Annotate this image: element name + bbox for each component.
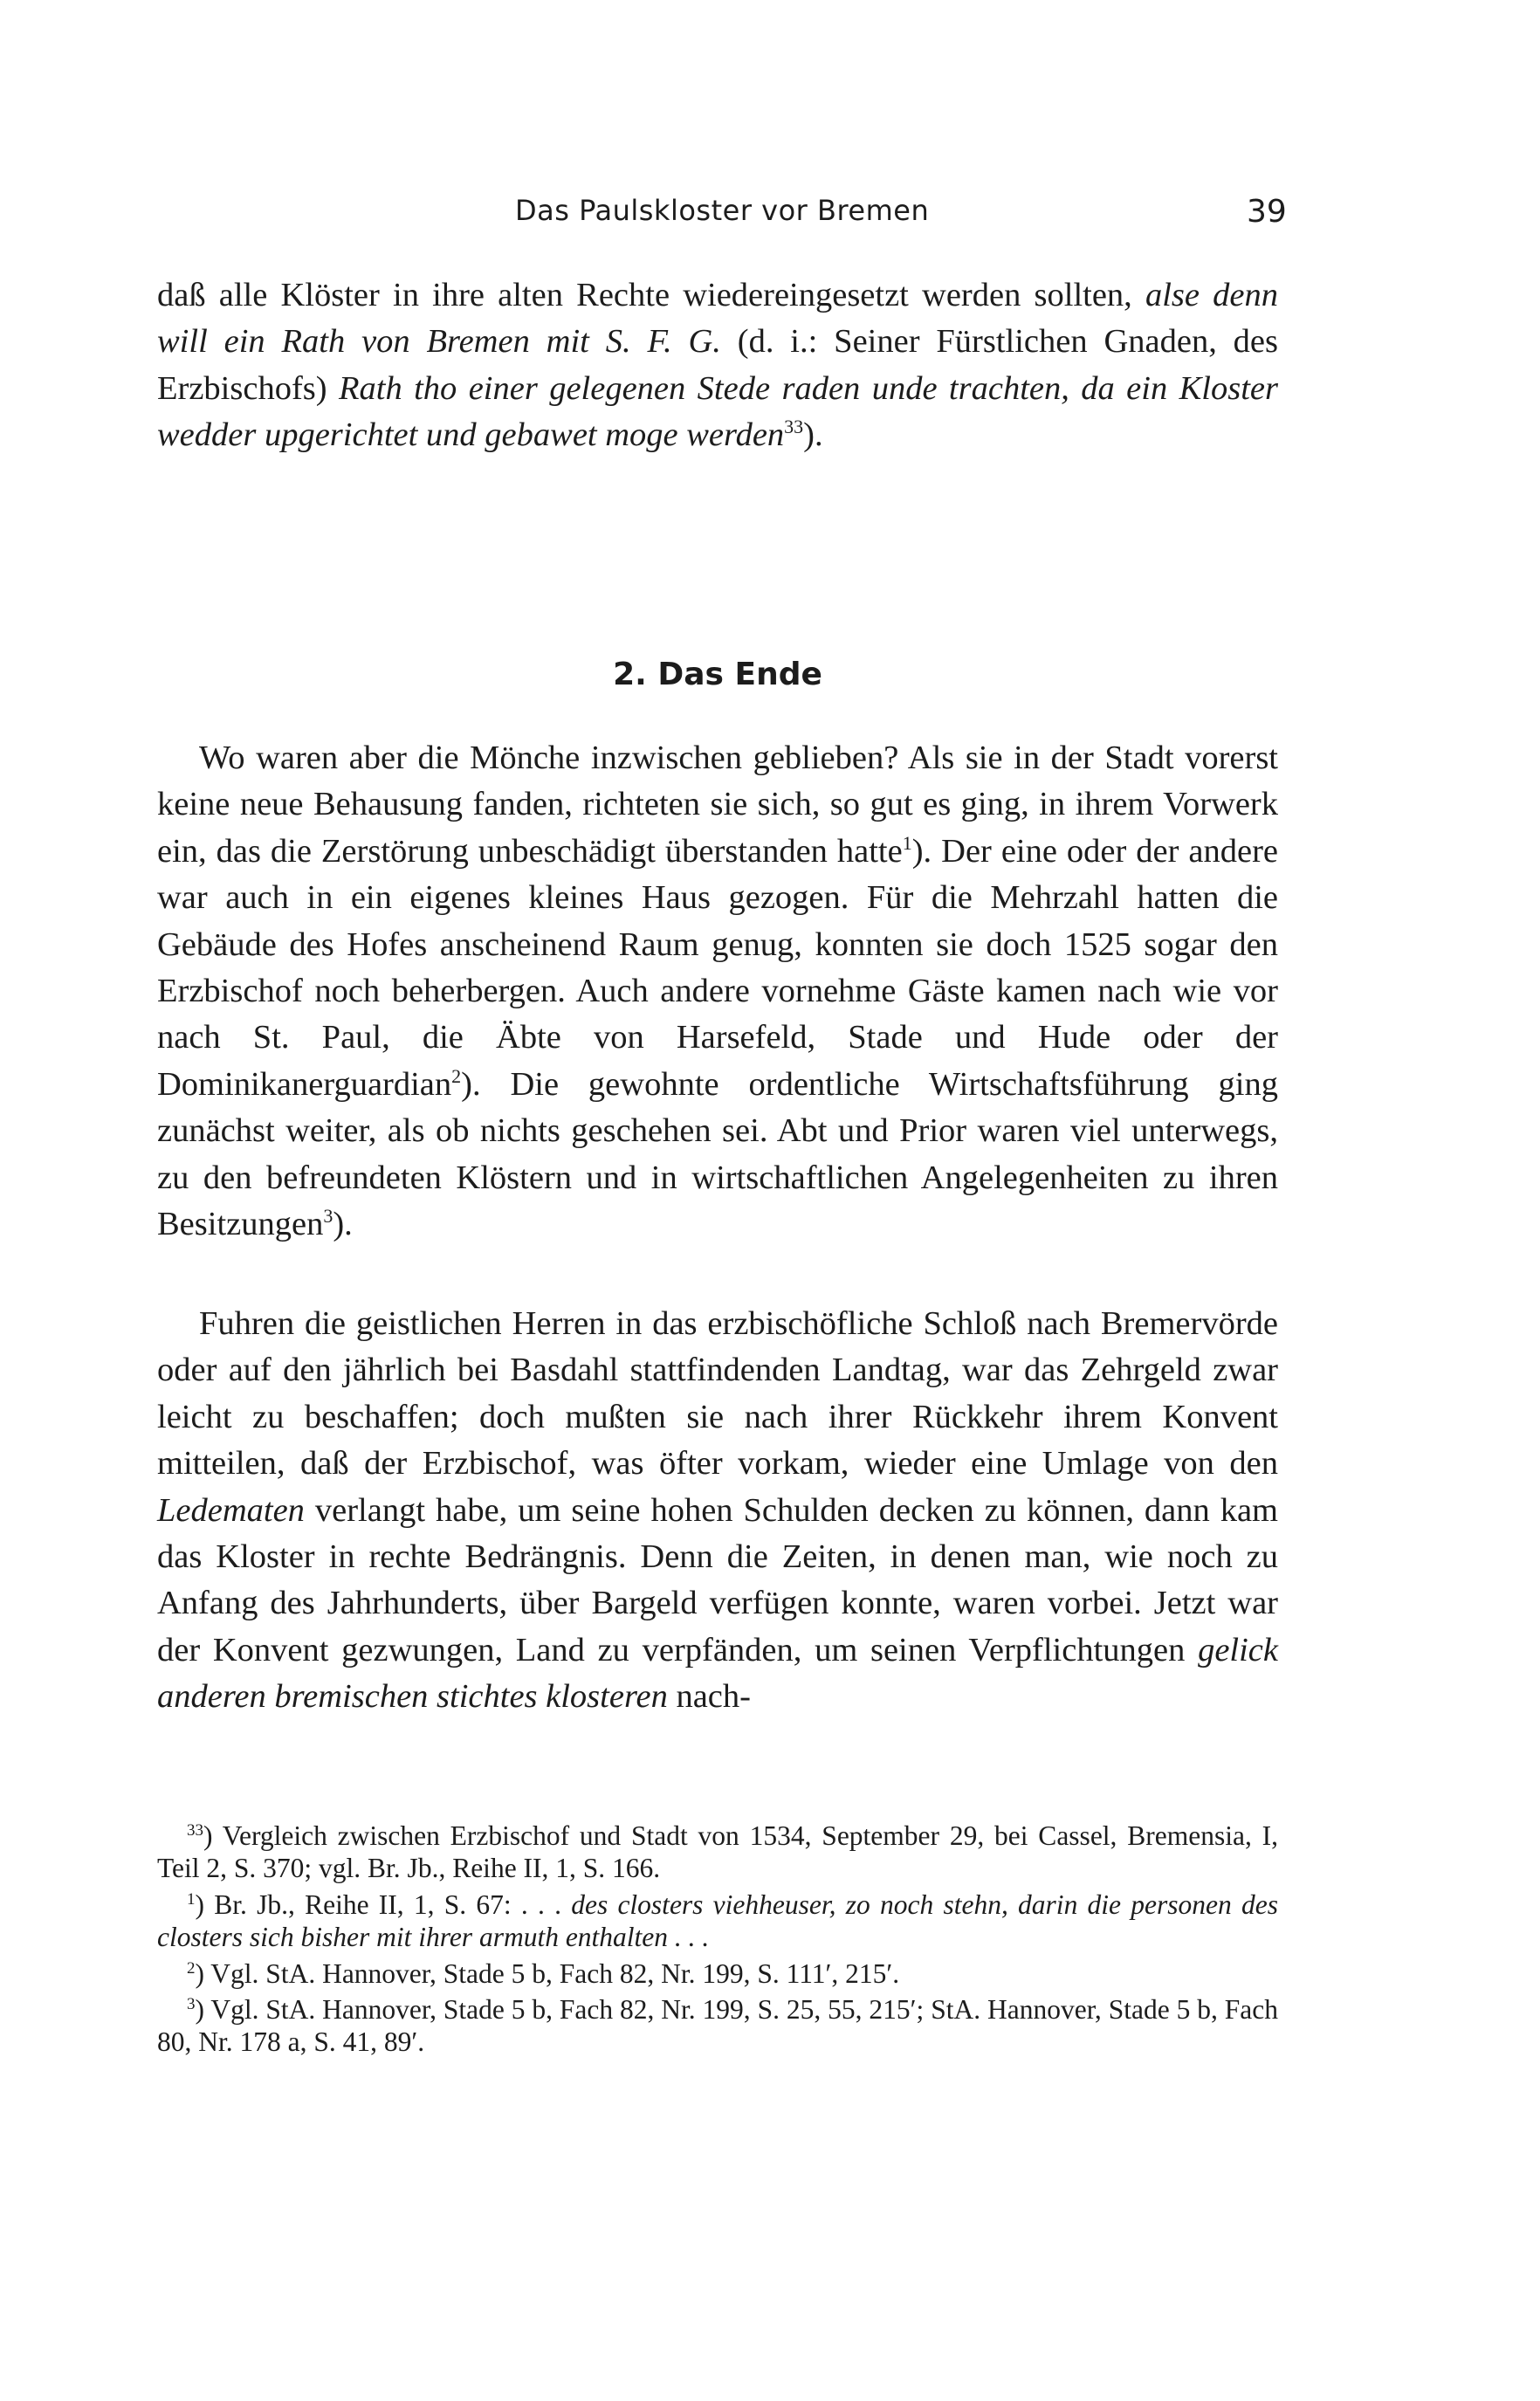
para2-text-1: Fuhren die geistlichen Herren in das erzbischöfliche Schloß nach Bremervörde oder auf den jährlich bei Basdahl stattfindenden Landtag, war das Zehrgeld zwar leicht zu beschaffen; doch mußten sie nach ihrer Rückkehr ihrem Konvent mitteilen, daß der Erzbischof, was öfter vorkam, wieder eine Umlage von den	[157, 1305, 1278, 1483]
body-paragraph-2	[157, 1301, 1278, 1721]
footnote-3	[157, 1993, 1278, 2059]
intro-text-2: (d. i.: Seiner Fürstlichen Gnaden, des Erzbischofs)	[157, 323, 1278, 407]
intro-text-3: ).	[803, 416, 823, 454]
para2-text-2: verlangt habe, um seine hohen Schulden decken zu können, dann kam das Kloster in rechte Bedrängnis. Denn die Zeiten, in denen man, wie noch zu Anfang des Jahrhunderts, über Bargeld verfügen konnte, waren vorbei. Jetzt war der Konvent gezwungen, Land zu verpfänden, um seinen Verpflichtungen	[157, 1491, 1278, 1668]
para1-text-1: Wo waren aber die Mönche inzwischen geblieben? Als sie in der Stadt vorerst keine neue Behausung fanden, richteten sie sich, so gut es ging, in ihrem Vorwerk ein, das die Zerstörung unbeschädigt überstanden hatte	[157, 740, 1278, 870]
footnote-text: ) Vergleich zwischen Erzbischof und Stadt von 1534, September 29, bei Cassel, Bremensia, I, Teil 2, S. 370; vgl. Br. Jb., Reihe II, 1, S. 166.	[157, 1820, 1278, 1884]
running-title: Das Paulskloster vor Bremen	[515, 194, 930, 227]
body-paragraph-1	[157, 735, 1278, 1248]
intro-paragraph	[157, 272, 1278, 459]
footnote-ref-2: 2	[451, 1064, 462, 1087]
footnote-33	[157, 1820, 1278, 1885]
footnote-1	[157, 1888, 1278, 1954]
page-number: 39	[1247, 194, 1287, 230]
footnote-italic-quote: des closters viehheuser, zo noch stehn, darin die personen des closters sich bisher mit ihrer armuth enthalten . . .	[157, 1888, 1278, 1953]
para1-text-2: ). Der eine oder der andere war auch in ein eigenes kleines Haus gezogen. Für die Mehrzahl hatten die Gebäude des Hofes anscheinend Raum genug, konnten sie doch 1525 sogar den Erzbischof noch beherbergen. Auch andere vornehme Gäste kamen nach wie vor nach St. Paul, die Äbte von Harsefeld, Stade und Hude oder der Dominikanerguardian	[157, 832, 1279, 1103]
section-heading: 2. Das Ende	[613, 657, 822, 692]
footnote-mark: 3	[187, 1995, 196, 2014]
intro-italic-quote-2: Rath tho einer gelegenen Stede raden unde trachten, da ein Kloster wedder upgerichtet und gebawet moge werden	[157, 369, 1278, 454]
para1-text-4: ).	[333, 1206, 353, 1243]
para1-text-3: ). Die gewohnte ordentliche Wirtschaftsführung ging zunächst weiter, als ob nichts geschehen sei. Abt und Prior waren viel unterwegs, zu den befreundeten Klöstern und in wirtschaftlichen Angelegenheiten zu ihren Besitzungen	[157, 1065, 1278, 1243]
footnote-ref-3: 3	[323, 1205, 333, 1228]
footnote-mark: 1	[187, 1889, 196, 1909]
footnote-mark: 33	[187, 1821, 203, 1840]
para2-italic-term: Ledematen	[157, 1491, 305, 1529]
para2-text-3: nach-	[667, 1678, 751, 1716]
footnotes	[157, 1820, 1278, 2062]
footnote-text: ) Vgl. StA. Hannover, Stade 5 b, Fach 82, Nr. 199, S. 111′, 215′.	[195, 1957, 900, 1989]
footnote-ref-33: 33	[784, 416, 804, 438]
footnote-2	[157, 1957, 1278, 1990]
para2-italic-quote: gelick anderen bremischen stichtes klosteren	[157, 1631, 1278, 1716]
footnote-text: ) Br. Jb., Reihe II, 1, S. 67: . . .	[195, 1888, 572, 1920]
footnote-ref-1: 1	[902, 831, 912, 854]
intro-text-1: daß alle Klöster in ihre alten Rechte wiedereingesetzt werden sollten,	[157, 277, 1145, 313]
footnote-text: ) Vgl. StA. Hannover, Stade 5 b, Fach 82, Nr. 199, S. 25, 55, 215′; StA. Hannover, Stade 5 b, Fach 80, Nr. 178 a, S. 41, 89′.	[157, 1994, 1278, 2058]
intro-italic-quote-1: alse denn will ein Rath von Bremen mit S. F. G.	[157, 277, 1279, 361]
footnote-mark: 2	[187, 1958, 196, 1978]
